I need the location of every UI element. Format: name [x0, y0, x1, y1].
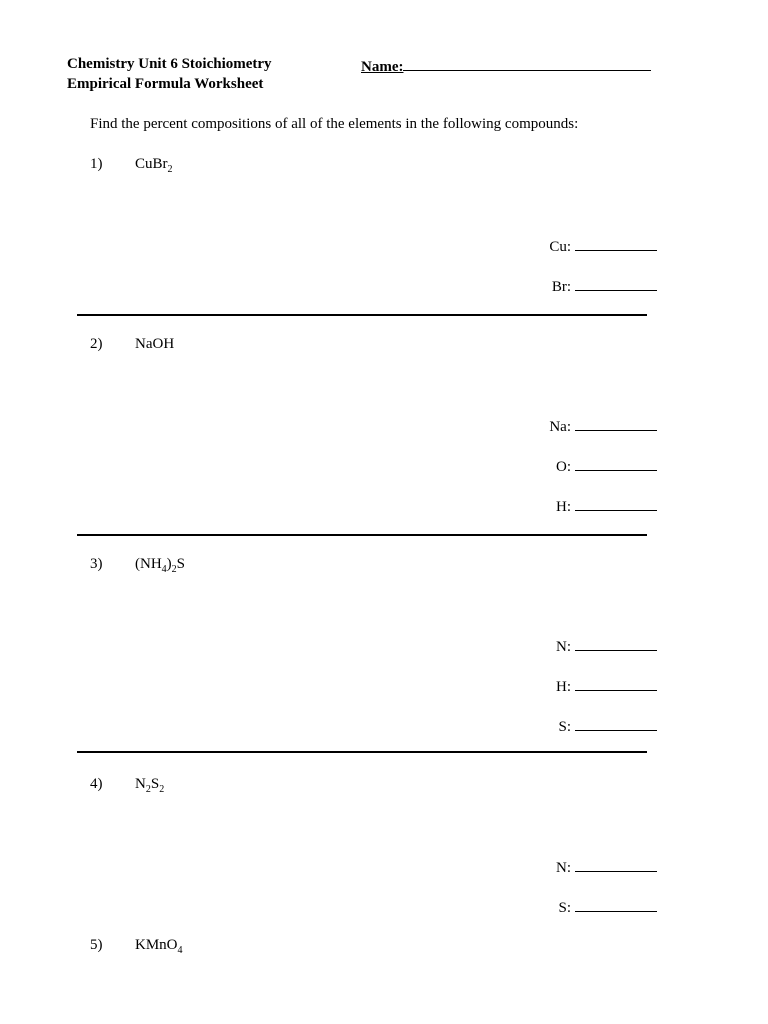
problem-formula: KMnO$_4$: [135, 937, 183, 956]
answer-blank: S:: [558, 897, 657, 917]
answer-blank: S:: [558, 716, 657, 736]
problem-number: 1): [90, 156, 103, 172]
worksheet-subtitle: Empirical Formula Worksheet: [67, 76, 264, 92]
answer-blank: H:: [556, 676, 657, 696]
section-divider: [77, 751, 647, 753]
section-divider: [77, 534, 647, 536]
problem-formula: NaOH: [135, 336, 175, 352]
name-field: [361, 56, 651, 76]
instructions: Find the percent compositions of all of the elements in the following compounds:: [90, 116, 579, 132]
problem-number: 5): [90, 937, 103, 953]
answer-blank: Cu:: [549, 236, 657, 256]
name-label: Name:: [361, 59, 404, 75]
problem-number: 2): [90, 336, 103, 352]
problem-number: 3): [90, 556, 103, 572]
answer-blank: Na:: [549, 416, 657, 436]
section-divider: [77, 314, 647, 316]
answer-blank: N:: [556, 636, 657, 656]
worksheet-title: Chemistry Unit 6 Stoichiometry: [67, 56, 272, 72]
problem-formula: $N_2S_2$: [135, 776, 165, 795]
answer-blank: Br:: [552, 276, 657, 296]
problem-formula: CuBr$_2$: [135, 156, 173, 175]
problem-number: 4): [90, 776, 103, 792]
answer-blank: H:: [556, 496, 657, 516]
name-blank: [403, 56, 651, 71]
problem-formula: $(NH_4)_2S$: [135, 556, 186, 575]
answer-blank: O:: [556, 456, 657, 476]
answer-blank: N:: [556, 857, 657, 877]
